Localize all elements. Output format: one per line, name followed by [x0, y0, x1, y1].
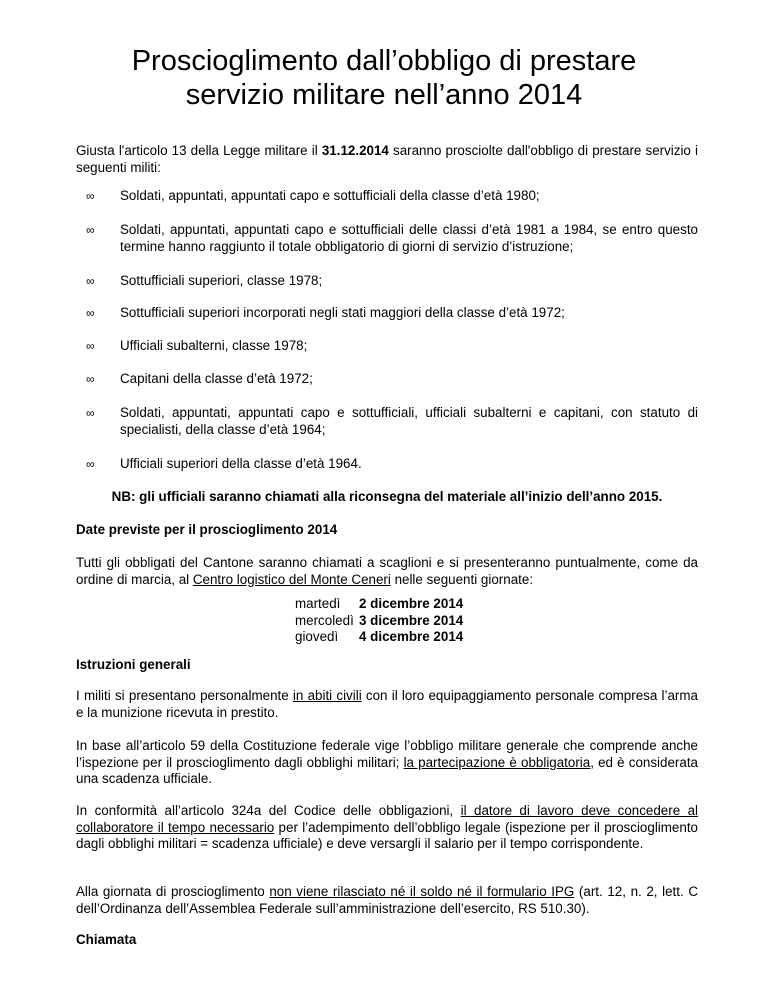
- date-row: martedì 2 dicembre 2014: [295, 596, 464, 611]
- location-link: Centro logistico del Monte Ceneri: [192, 571, 391, 587]
- intro-date: 31.12.2014: [321, 143, 389, 158]
- list-item: ∞ Soldati, appuntati, appuntati capo e sottufficiali della classe d’età 1980;: [86, 188, 540, 203]
- paragraph-codice: In conformità all’articolo 324a del Codice delle obbligazioni, il datore di lavoro deve concedere al collaboratore il tempo necessario per l’adempimento dell’obbligo legale (ispezione per il proscioglimento dagli obblighi militari = scadenza ufficiale) e deve versargli il salario per il tempo corrispondente.: [76, 803, 698, 851]
- nb-note: NB: gli ufficiali saranno chiamati alla riconsegna del materiale all’inizio dell’anno 2015.: [111, 489, 663, 504]
- list-item: ∞ Sottufficiali superiori incorporati negli stati maggiori della classe d’età 1972;: [86, 305, 565, 320]
- intro-text-b: saranno prosciolte dall'obbligo di prestare servizio i seguenti militi:: [76, 143, 698, 175]
- paragraph-abiti: I militi si presentano personalmente in abiti civili con il loro equipaggiamento personale compresa l’arma e la munizione ricevuta in prestito.: [76, 688, 698, 720]
- intro-paragraph: [76, 143, 698, 176]
- list-item: ∞ Capitani della classe d’età 1972;: [86, 371, 313, 386]
- bullet-icon: ∞: [86, 339, 95, 353]
- list-item: ∞ Ufficiali superiori della classe d’età 1964.: [86, 456, 362, 471]
- bullet-icon: ∞: [86, 189, 95, 203]
- list-item: ∞ Soldati, appuntati, appuntati capo e sottufficiali delle classi d’età 1981 a 1984, se entro questo termine hanno raggiunto il totale obbligatorio di giorni di servizio d’istruzione;: [86, 222, 698, 254]
- date-row: giovedì 4 dicembre 2014: [295, 629, 464, 644]
- bullet-icon: ∞: [86, 274, 95, 288]
- bullet-icon: ∞: [86, 372, 95, 386]
- heading-date-previste: Date previste per il proscioglimento 2014: [76, 522, 338, 537]
- paragraph-soldo: Alla giornata di proscioglimento non viene rilasciato né il soldo né il formulario IPG (art. 12, n. 2, lett. C dell’Ordinanza dell’Assemblea Federale sull’amministrazione dell’esercito, RS 510.30).: [76, 884, 698, 916]
- list-item: ∞ Ufficiali subalterni, classe 1978;: [86, 338, 308, 353]
- bullet-icon: ∞: [86, 223, 95, 237]
- title-line-2: servizio militare nell’anno 2014: [185, 79, 583, 111]
- dates-list: [295, 596, 463, 646]
- list-item: ∞ Soldati, appuntati, appuntati capo e sottufficiali, ufficiali subalterni e capitani, con statuto di specialisti, della classe d’età 1964;: [86, 405, 698, 437]
- dates-paragraph: Tutti gli obbligati del Cantone saranno chiamati a scaglioni e si presenteranno puntualmente, come da ordine di marcia, al Centro logistico del Monte Ceneri nelle seguenti giornate:: [76, 555, 698, 587]
- list-item: ∞ Sottufficiali superiori, classe 1978;: [86, 273, 323, 288]
- heading-chiamata: Chiamata: [76, 932, 137, 947]
- bullet-icon: ∞: [86, 457, 95, 471]
- title-line-1: Proscioglimento dall’obbligo di prestare: [131, 45, 637, 77]
- bullet-icon: ∞: [86, 306, 95, 320]
- bullet-icon: ∞: [86, 406, 95, 420]
- heading-istruzioni: Istruzioni generali: [76, 657, 191, 672]
- intro-text-a: Giusta l'articolo 13 della Legge militare il: [76, 143, 322, 158]
- date-row: mercoledì 3 dicembre 2014: [295, 612, 464, 628]
- paragraph-costituzione: In base all’articolo 59 della Costituzione federale vige l’obbligo militare generale che comprende anche l’ispezione per il proscioglimento dagli obblighi militari; la partecipazione è obbligatoria, ed è considerata una scadenza ufficiale.: [76, 738, 698, 786]
- page-title: [0, 44, 768, 112]
